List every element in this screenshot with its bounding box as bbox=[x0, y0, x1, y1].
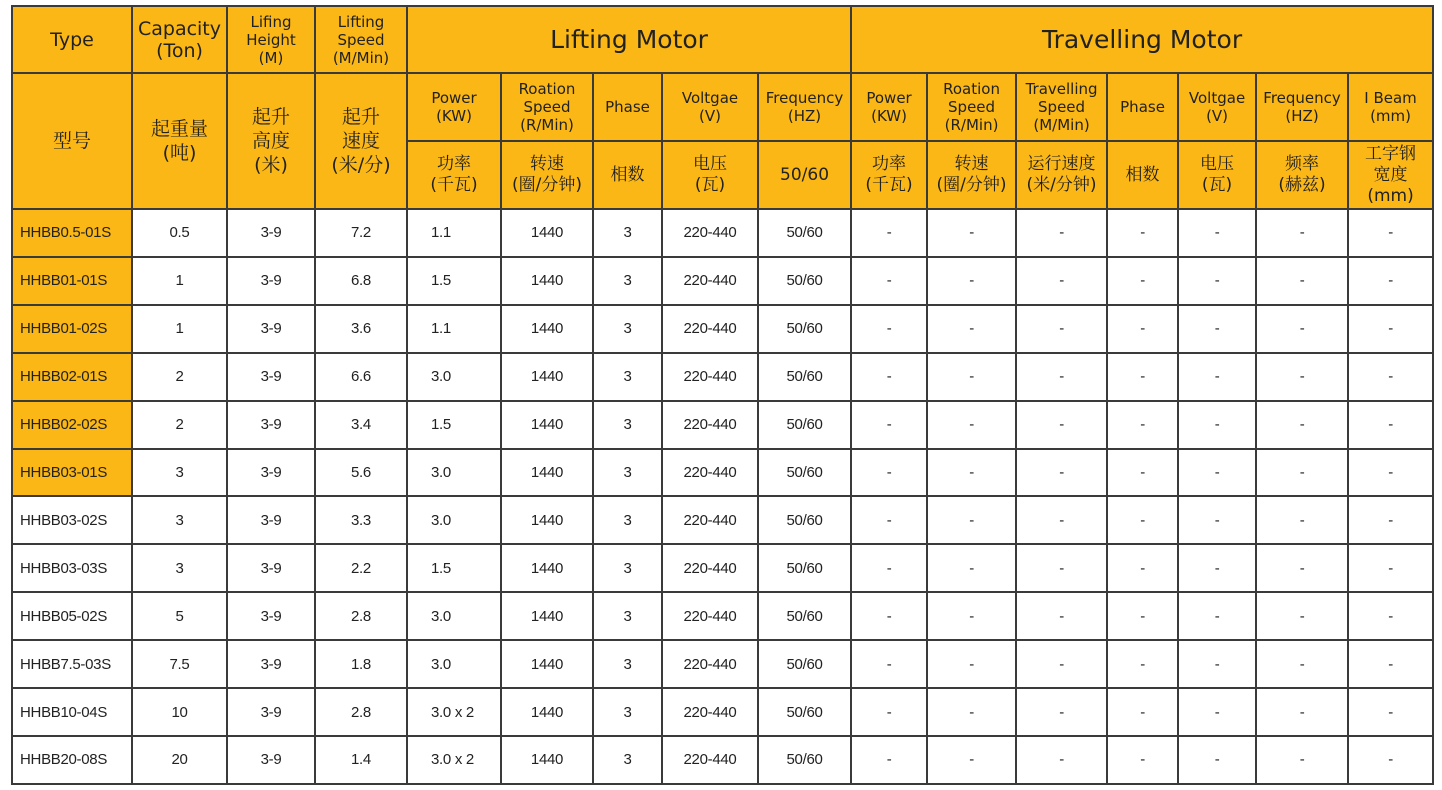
travelling-empty-cell: - bbox=[851, 305, 927, 353]
power-cell: 3.0 bbox=[407, 640, 501, 688]
lifting-motor-header: Lifting Motor bbox=[407, 6, 851, 73]
freq-cell: 50/60 bbox=[758, 592, 851, 640]
travelling-empty-cell: - bbox=[851, 353, 927, 401]
model-cell: HHBB05-02S bbox=[12, 592, 132, 640]
speed-header-cn: 起升 速度 (米/分) bbox=[315, 73, 407, 209]
travelling-motor-header: Travelling Motor bbox=[851, 6, 1433, 73]
voltage-cell: 220-440 bbox=[662, 209, 758, 257]
travelling-empty-cell: - bbox=[1016, 257, 1107, 305]
capacity-cell: 10 bbox=[132, 688, 227, 736]
travelling-empty-cell: - bbox=[1016, 544, 1107, 592]
travelling-empty-cell: - bbox=[1178, 496, 1256, 544]
capacity-cell: 2 bbox=[132, 401, 227, 449]
travelling-empty-cell: - bbox=[1178, 353, 1256, 401]
lifting-col-header-cn-0: 功率 (千瓦) bbox=[407, 141, 501, 209]
capacity-cell: 3 bbox=[132, 544, 227, 592]
height-cell: 3-9 bbox=[227, 209, 315, 257]
rpm-cell: 1440 bbox=[501, 736, 593, 784]
table-row bbox=[12, 209, 1433, 257]
travelling-empty-cell: - bbox=[1016, 353, 1107, 401]
travelling-empty-cell: - bbox=[851, 209, 927, 257]
table-row bbox=[12, 688, 1433, 736]
travelling-empty-cell: - bbox=[1256, 305, 1348, 353]
travelling-empty-cell: - bbox=[1107, 496, 1178, 544]
rpm-cell: 1440 bbox=[501, 209, 593, 257]
travelling-empty-cell: - bbox=[1016, 736, 1107, 784]
power-cell: 3.0 bbox=[407, 449, 501, 497]
travelling-empty-cell: - bbox=[1348, 688, 1433, 736]
speed-cell: 3.6 bbox=[315, 305, 407, 353]
model-cell: HHBB0.5-01S bbox=[12, 209, 132, 257]
rpm-cell: 1440 bbox=[501, 257, 593, 305]
rpm-cell: 1440 bbox=[501, 640, 593, 688]
freq-cell: 50/60 bbox=[758, 736, 851, 784]
table-row bbox=[12, 353, 1433, 401]
travelling-empty-cell: - bbox=[1178, 401, 1256, 449]
model-cell: HHBB03-02S bbox=[12, 496, 132, 544]
travelling-empty-cell: - bbox=[1256, 401, 1348, 449]
lifting-col-header-cn-3: 电压 (瓦) bbox=[662, 141, 758, 209]
voltage-cell: 220-440 bbox=[662, 688, 758, 736]
rpm-cell: 1440 bbox=[501, 353, 593, 401]
speed-cell: 5.6 bbox=[315, 449, 407, 497]
lifting-col-header-cn-4: 50/60 bbox=[758, 141, 851, 209]
model-cell: HHBB20-08S bbox=[12, 736, 132, 784]
model-cell: HHBB03-01S bbox=[12, 449, 132, 497]
travelling-empty-cell: - bbox=[1256, 209, 1348, 257]
model-cell: HHBB02-01S bbox=[12, 353, 132, 401]
travelling-empty-cell: - bbox=[1016, 209, 1107, 257]
travelling-empty-cell: - bbox=[1107, 401, 1178, 449]
power-cell: 3.0 bbox=[407, 353, 501, 401]
capacity-cell: 3 bbox=[132, 449, 227, 497]
type-header: Type bbox=[12, 6, 132, 73]
lifting-col-header-1: Roation Speed (R/Min) bbox=[501, 73, 593, 141]
capacity-cell: 5 bbox=[132, 592, 227, 640]
voltage-cell: 220-440 bbox=[662, 257, 758, 305]
travelling-empty-cell: - bbox=[1256, 496, 1348, 544]
freq-cell: 50/60 bbox=[758, 257, 851, 305]
power-cell: 1.5 bbox=[407, 544, 501, 592]
travelling-empty-cell: - bbox=[1256, 640, 1348, 688]
power-cell: 3.0 x 2 bbox=[407, 688, 501, 736]
travelling-empty-cell: - bbox=[851, 544, 927, 592]
travelling-empty-cell: - bbox=[1348, 496, 1433, 544]
capacity-cell: 20 bbox=[132, 736, 227, 784]
travelling-empty-cell: - bbox=[1107, 592, 1178, 640]
travelling-empty-cell: - bbox=[851, 496, 927, 544]
travelling-empty-cell: - bbox=[1348, 305, 1433, 353]
voltage-cell: 220-440 bbox=[662, 401, 758, 449]
freq-cell: 50/60 bbox=[758, 544, 851, 592]
speed-cell: 1.8 bbox=[315, 640, 407, 688]
model-header-cn: 型号 bbox=[12, 73, 132, 209]
travelling-empty-cell: - bbox=[851, 449, 927, 497]
phase-cell: 3 bbox=[593, 353, 662, 401]
travelling-empty-cell: - bbox=[927, 688, 1016, 736]
travelling-col-header-cn-2: 运行速度 (米/分钟) bbox=[1016, 141, 1107, 209]
voltage-cell: 220-440 bbox=[662, 544, 758, 592]
speed-cell: 7.2 bbox=[315, 209, 407, 257]
phase-cell: 3 bbox=[593, 449, 662, 497]
height-cell: 3-9 bbox=[227, 592, 315, 640]
travelling-col-header-0: Power (KW) bbox=[851, 73, 927, 141]
lifting-col-header-2: Phase bbox=[593, 73, 662, 141]
lifting-col-header-cn-2: 相数 bbox=[593, 141, 662, 209]
rpm-cell: 1440 bbox=[501, 688, 593, 736]
rpm-cell: 1440 bbox=[501, 592, 593, 640]
voltage-cell: 220-440 bbox=[662, 496, 758, 544]
travelling-empty-cell: - bbox=[1107, 544, 1178, 592]
rpm-cell: 1440 bbox=[501, 305, 593, 353]
freq-cell: 50/60 bbox=[758, 688, 851, 736]
freq-cell: 50/60 bbox=[758, 209, 851, 257]
model-cell: HHBB7.5-03S bbox=[12, 640, 132, 688]
travelling-empty-cell: - bbox=[1178, 544, 1256, 592]
travelling-empty-cell: - bbox=[1256, 353, 1348, 401]
lifting-col-header-0: Power (KW) bbox=[407, 73, 501, 141]
table-row bbox=[12, 305, 1433, 353]
voltage-cell: 220-440 bbox=[662, 353, 758, 401]
model-cell: HHBB01-02S bbox=[12, 305, 132, 353]
table-row bbox=[12, 401, 1433, 449]
rpm-cell: 1440 bbox=[501, 401, 593, 449]
travelling-empty-cell: - bbox=[1016, 401, 1107, 449]
phase-cell: 3 bbox=[593, 209, 662, 257]
lifting-col-header-4: Frequency (HZ) bbox=[758, 73, 851, 141]
travelling-empty-cell: - bbox=[851, 592, 927, 640]
travelling-col-header-4: Voltgae (V) bbox=[1178, 73, 1256, 141]
travelling-empty-cell: - bbox=[851, 401, 927, 449]
voltage-cell: 220-440 bbox=[662, 592, 758, 640]
travelling-empty-cell: - bbox=[851, 257, 927, 305]
travelling-empty-cell: - bbox=[1016, 640, 1107, 688]
power-cell: 3.0 bbox=[407, 496, 501, 544]
travelling-empty-cell: - bbox=[1107, 209, 1178, 257]
travelling-col-header-2: Travelling Speed (M/Min) bbox=[1016, 73, 1107, 141]
model-cell: HHBB01-01S bbox=[12, 257, 132, 305]
travelling-empty-cell: - bbox=[1016, 688, 1107, 736]
rpm-cell: 1440 bbox=[501, 449, 593, 497]
table-row bbox=[12, 640, 1433, 688]
travelling-empty-cell: - bbox=[1348, 592, 1433, 640]
table-row bbox=[12, 449, 1433, 497]
capacity-cell: 2 bbox=[132, 353, 227, 401]
model-cell: HHBB10-04S bbox=[12, 688, 132, 736]
capacity-header-cn: 起重量 (吨) bbox=[132, 73, 227, 209]
speed-cell: 1.4 bbox=[315, 736, 407, 784]
travelling-col-header-cn-4: 电压 (瓦) bbox=[1178, 141, 1256, 209]
model-cell: HHBB03-03S bbox=[12, 544, 132, 592]
capacity-header: Capacity (Ton) bbox=[132, 6, 227, 73]
voltage-cell: 220-440 bbox=[662, 736, 758, 784]
travelling-empty-cell: - bbox=[1107, 257, 1178, 305]
table-row bbox=[12, 592, 1433, 640]
lift-height-header: Lifing Height (M) bbox=[227, 6, 315, 73]
travelling-empty-cell: - bbox=[927, 209, 1016, 257]
travelling-empty-cell: - bbox=[1107, 305, 1178, 353]
travelling-empty-cell: - bbox=[1348, 640, 1433, 688]
travelling-empty-cell: - bbox=[1256, 257, 1348, 305]
capacity-cell: 3 bbox=[132, 496, 227, 544]
travelling-empty-cell: - bbox=[1178, 305, 1256, 353]
travelling-empty-cell: - bbox=[927, 544, 1016, 592]
travelling-empty-cell: - bbox=[1107, 449, 1178, 497]
header-row-top bbox=[12, 6, 1433, 73]
phase-cell: 3 bbox=[593, 688, 662, 736]
travelling-empty-cell: - bbox=[1178, 688, 1256, 736]
travelling-col-header-cn-0: 功率 (千瓦) bbox=[851, 141, 927, 209]
travelling-empty-cell: - bbox=[1107, 353, 1178, 401]
travelling-empty-cell: - bbox=[1107, 688, 1178, 736]
travelling-col-header-cn-5: 频率 (赫兹) bbox=[1256, 141, 1348, 209]
travelling-empty-cell: - bbox=[1178, 736, 1256, 784]
travelling-empty-cell: - bbox=[851, 688, 927, 736]
freq-cell: 50/60 bbox=[758, 353, 851, 401]
travelling-empty-cell: - bbox=[1016, 496, 1107, 544]
height-cell: 3-9 bbox=[227, 305, 315, 353]
travelling-empty-cell: - bbox=[927, 496, 1016, 544]
travelling-col-header-6: I Beam (mm) bbox=[1348, 73, 1433, 141]
rpm-cell: 1440 bbox=[501, 544, 593, 592]
power-cell: 1.1 bbox=[407, 305, 501, 353]
freq-cell: 50/60 bbox=[758, 401, 851, 449]
travelling-empty-cell: - bbox=[1348, 209, 1433, 257]
travelling-empty-cell: - bbox=[1348, 544, 1433, 592]
travelling-empty-cell: - bbox=[1256, 544, 1348, 592]
capacity-cell: 1 bbox=[132, 257, 227, 305]
freq-cell: 50/60 bbox=[758, 305, 851, 353]
speed-cell: 2.2 bbox=[315, 544, 407, 592]
travelling-empty-cell: - bbox=[927, 257, 1016, 305]
height-cell: 3-9 bbox=[227, 736, 315, 784]
speed-cell: 2.8 bbox=[315, 688, 407, 736]
speed-cell: 2.8 bbox=[315, 592, 407, 640]
travelling-col-header-cn-3: 相数 bbox=[1107, 141, 1178, 209]
height-cell: 3-9 bbox=[227, 544, 315, 592]
travelling-empty-cell: - bbox=[1178, 592, 1256, 640]
travelling-empty-cell: - bbox=[1348, 449, 1433, 497]
model-cell: HHBB02-02S bbox=[12, 401, 132, 449]
freq-cell: 50/60 bbox=[758, 449, 851, 497]
power-cell: 1.5 bbox=[407, 257, 501, 305]
travelling-empty-cell: - bbox=[851, 640, 927, 688]
power-cell: 3.0 x 2 bbox=[407, 736, 501, 784]
table-row bbox=[12, 736, 1433, 784]
height-cell: 3-9 bbox=[227, 401, 315, 449]
power-cell: 1.1 bbox=[407, 209, 501, 257]
phase-cell: 3 bbox=[593, 592, 662, 640]
travelling-empty-cell: - bbox=[851, 736, 927, 784]
power-cell: 1.5 bbox=[407, 401, 501, 449]
speed-cell: 6.6 bbox=[315, 353, 407, 401]
speed-cell: 6.8 bbox=[315, 257, 407, 305]
phase-cell: 3 bbox=[593, 401, 662, 449]
travelling-empty-cell: - bbox=[927, 736, 1016, 784]
travelling-empty-cell: - bbox=[1256, 449, 1348, 497]
phase-cell: 3 bbox=[593, 496, 662, 544]
travelling-empty-cell: - bbox=[1256, 736, 1348, 784]
travelling-col-header-1: Roation Speed (R/Min) bbox=[927, 73, 1016, 141]
travelling-empty-cell: - bbox=[927, 305, 1016, 353]
capacity-cell: 0.5 bbox=[132, 209, 227, 257]
travelling-col-header-3: Phase bbox=[1107, 73, 1178, 141]
height-cell: 3-9 bbox=[227, 688, 315, 736]
travelling-empty-cell: - bbox=[927, 401, 1016, 449]
height-cell: 3-9 bbox=[227, 496, 315, 544]
travelling-empty-cell: - bbox=[1178, 640, 1256, 688]
travelling-empty-cell: - bbox=[1016, 305, 1107, 353]
capacity-cell: 1 bbox=[132, 305, 227, 353]
travelling-empty-cell: - bbox=[1348, 401, 1433, 449]
travelling-empty-cell: - bbox=[1178, 209, 1256, 257]
voltage-cell: 220-440 bbox=[662, 305, 758, 353]
travelling-empty-cell: - bbox=[1256, 688, 1348, 736]
travelling-empty-cell: - bbox=[927, 353, 1016, 401]
travelling-col-header-cn-6: 工字钢 宽度 (mm) bbox=[1348, 141, 1433, 209]
lifting-col-header-cn-1: 转速 (圈/分钟) bbox=[501, 141, 593, 209]
travelling-empty-cell: - bbox=[1178, 449, 1256, 497]
height-cell: 3-9 bbox=[227, 640, 315, 688]
travelling-empty-cell: - bbox=[927, 640, 1016, 688]
speed-cell: 3.4 bbox=[315, 401, 407, 449]
travelling-col-header-5: Frequency (HZ) bbox=[1256, 73, 1348, 141]
phase-cell: 3 bbox=[593, 305, 662, 353]
lift-speed-header: Lifting Speed (M/Min) bbox=[315, 6, 407, 73]
height-cell: 3-9 bbox=[227, 257, 315, 305]
table-row bbox=[12, 544, 1433, 592]
height-cell: 3-9 bbox=[227, 353, 315, 401]
table-row bbox=[12, 496, 1433, 544]
travelling-empty-cell: - bbox=[1016, 449, 1107, 497]
phase-cell: 3 bbox=[593, 544, 662, 592]
rpm-cell: 1440 bbox=[501, 496, 593, 544]
table-row bbox=[12, 257, 1433, 305]
speed-cell: 3.3 bbox=[315, 496, 407, 544]
lifting-col-header-3: Voltgae (V) bbox=[662, 73, 758, 141]
travelling-empty-cell: - bbox=[1016, 592, 1107, 640]
freq-cell: 50/60 bbox=[758, 640, 851, 688]
phase-cell: 3 bbox=[593, 257, 662, 305]
travelling-col-header-cn-1: 转速 (圈/分钟) bbox=[927, 141, 1016, 209]
travelling-empty-cell: - bbox=[927, 592, 1016, 640]
phase-cell: 3 bbox=[593, 736, 662, 784]
power-cell: 3.0 bbox=[407, 592, 501, 640]
travelling-empty-cell: - bbox=[1107, 736, 1178, 784]
height-cell: 3-9 bbox=[227, 449, 315, 497]
travelling-empty-cell: - bbox=[927, 449, 1016, 497]
height-header-cn: 起升 高度 (米) bbox=[227, 73, 315, 209]
travelling-empty-cell: - bbox=[1256, 592, 1348, 640]
hoist-spec-table bbox=[11, 5, 1434, 785]
travelling-empty-cell: - bbox=[1107, 640, 1178, 688]
freq-cell: 50/60 bbox=[758, 496, 851, 544]
header-row-english bbox=[12, 73, 1433, 141]
voltage-cell: 220-440 bbox=[662, 640, 758, 688]
travelling-empty-cell: - bbox=[1348, 257, 1433, 305]
phase-cell: 3 bbox=[593, 640, 662, 688]
travelling-empty-cell: - bbox=[1348, 736, 1433, 784]
travelling-empty-cell: - bbox=[1178, 257, 1256, 305]
capacity-cell: 7.5 bbox=[132, 640, 227, 688]
travelling-empty-cell: - bbox=[1348, 353, 1433, 401]
voltage-cell: 220-440 bbox=[662, 449, 758, 497]
